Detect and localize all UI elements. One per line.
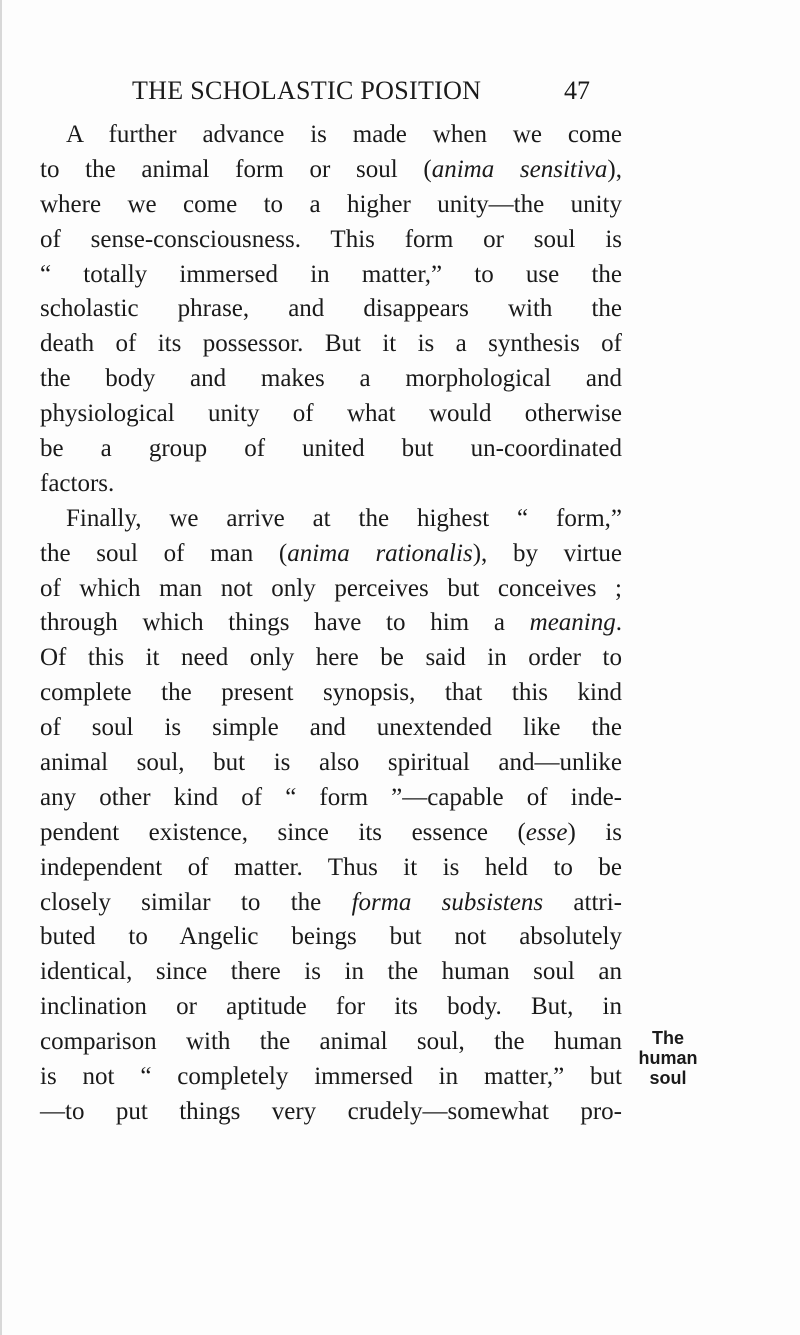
text-line [40,920,622,955]
text-run: pendent existence, since its essence ( [40,818,526,846]
text-line [40,572,622,607]
text-run: closely similar to the [40,888,352,916]
text-run: “ totally immersed in matter,” to use the [40,260,622,288]
text-line [40,641,622,676]
text-run: comparison with the animal soul, the human [40,1028,622,1056]
text-run: where we come to a higher unity—the unity [40,190,622,218]
page-number: 47 [564,76,590,105]
text-run: physiological unity of what would otherwise [40,400,622,428]
text-run: through which things have to him a [40,609,530,637]
text-line [40,990,622,1025]
text-line [40,188,622,223]
text-run: any other kind of “ form ”—capable of inde- [40,783,622,811]
body-text [40,118,622,1130]
text-line [40,258,622,293]
italic-phrase: anima rationalis [287,539,473,567]
text-line [40,223,622,258]
text-run: ) is [567,818,622,846]
text-run: independent of matter. Thus it is held to be [40,853,622,881]
text-line [40,153,622,188]
margin-note-line: soul [649,1068,687,1088]
text-line [40,711,622,746]
text-run: be a group of united but un-coordinated [40,435,622,463]
italic-phrase: anima sensitiva [431,155,608,183]
text-run: attri- [543,888,623,916]
text-run: is not “ completely immersed in matter,” but [40,1063,622,1091]
margin-note [628,1028,708,1088]
italic-phrase: meaning [529,609,616,637]
text-run: of sense-consciousness. This form or soul is [40,225,622,253]
page-gutter-edge [0,0,2,1335]
italic-phrase: esse [525,818,568,846]
text-run: factors. [40,469,115,497]
text-run: Of this it need only here be said in order to [40,644,622,672]
text-run: complete the present synopsis, that this kind [40,679,622,707]
text-line [40,327,622,362]
text-line [40,292,622,327]
text-line [40,537,622,572]
text-run: the soul of man ( [40,539,288,567]
text-run: A further advance is made when we come [66,121,622,148]
italic-phrase: forma subsistens [351,888,544,916]
text-line [40,781,622,816]
text-line [40,432,622,467]
text-run: ), [607,155,622,183]
text-run: ), by virtue [472,539,622,567]
text-run: scholastic phrase, and disappears with the [40,295,622,323]
margin-note-line: The [651,1028,684,1048]
text-run: death of its possessor. But it is a synthesis of [40,330,622,358]
text-line [40,1095,622,1130]
running-title: THE SCHOLASTIC POSITION [132,76,482,105]
text-line [40,851,622,886]
text-line [40,1060,622,1095]
text-line [40,886,622,921]
text-run: animal soul, but is also spiritual and—unlike [40,749,622,777]
text-run: of which man not only perceives but conceives ; [40,574,622,602]
text-run: buted to Angelic beings but not absolutely [40,923,622,951]
text-run: —to put things very crudely—somewhat pro- [40,1097,622,1125]
text-run: . [615,609,622,637]
text-line [40,118,622,153]
text-run: of soul is simple and unextended like the [40,714,622,742]
text-run: the body and makes a morphological and [40,365,622,393]
text-line [40,362,622,397]
text-run: inclination or aptitude for its body. But, in [40,993,622,1021]
text-run: Finally, we arrive at the highest “ form,” [66,504,622,532]
text-line [40,606,622,641]
text-line [40,955,622,990]
text-run: to the animal form or soul ( [40,155,432,183]
text-run: identical, since there is in the human soul an [40,958,622,986]
text-line [40,502,622,537]
text-line [40,676,622,711]
text-line [40,1025,622,1060]
running-head [0,76,800,110]
text-line [40,397,622,432]
text-line [40,816,622,851]
margin-note-line: human [638,1048,698,1068]
text-line [40,467,622,502]
text-line [40,746,622,781]
